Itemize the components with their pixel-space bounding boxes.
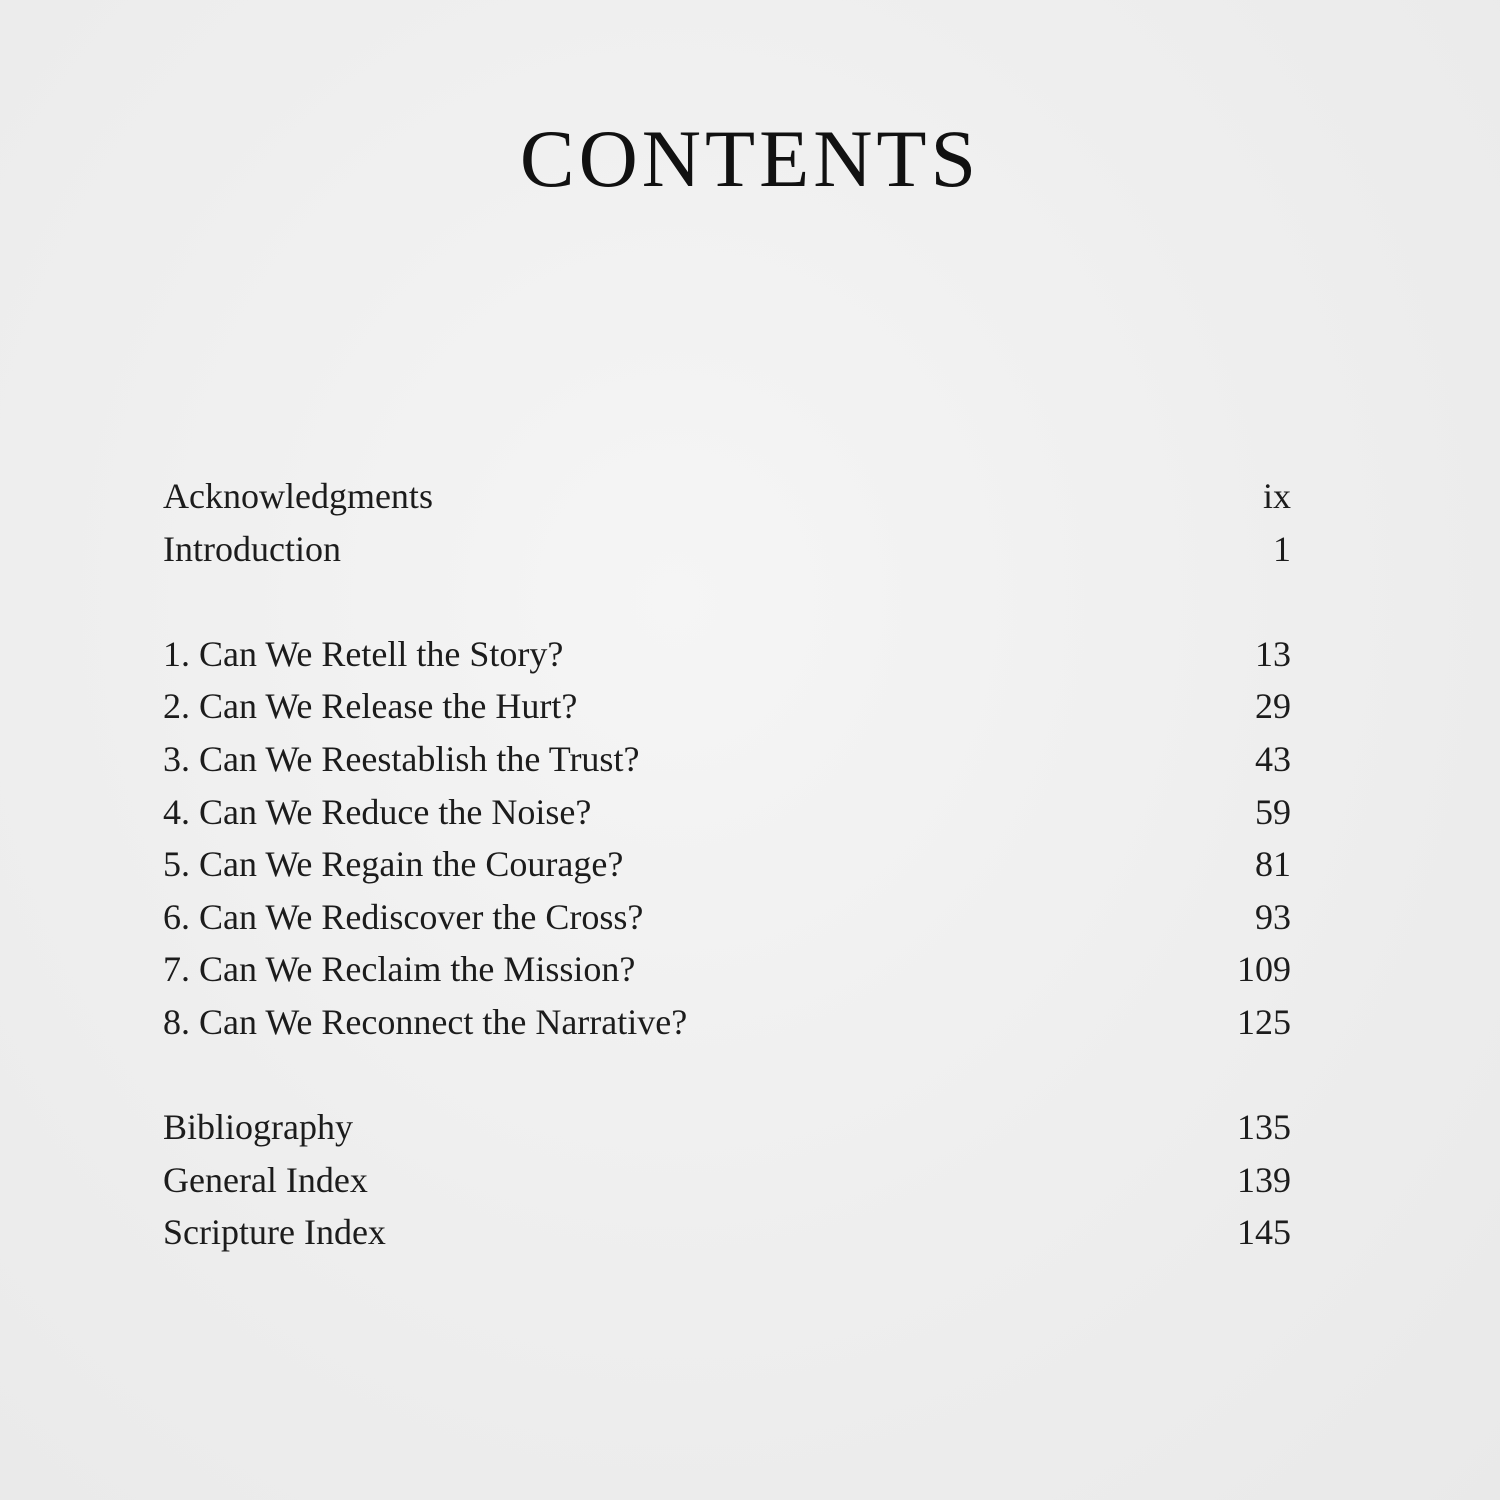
toc-entry-introduction <box>163 523 1291 576</box>
toc-entry-page-number: 13 <box>1255 633 1291 674</box>
toc-entry-label: Introduction <box>163 528 341 569</box>
toc-entry-label: 7. Can We Reclaim the Mission? <box>163 949 636 990</box>
toc-entry-chapter-7 <box>163 943 1291 996</box>
page-title: CONTENTS <box>519 113 981 204</box>
toc-entry-chapter-6 <box>163 891 1291 944</box>
toc-entry-label: 6. Can We Rediscover the Cross? <box>163 896 644 937</box>
toc-entry-page-number: 93 <box>1255 896 1291 937</box>
toc-entry-page-number: ix <box>1262 476 1291 516</box>
toc-entry-label: Scripture Index <box>163 1212 386 1253</box>
toc-entry-label: Acknowledgments <box>163 476 433 516</box>
toc-entry-chapter-2 <box>163 680 1291 733</box>
toc-section-spacer <box>163 575 1291 628</box>
toc-entry-label: General Index <box>163 1159 368 1200</box>
toc-entry-chapter-8 <box>163 996 1291 1049</box>
toc-entry-page-number: 59 <box>1255 791 1291 832</box>
toc-entry-bibliography <box>163 1101 1291 1154</box>
toc-entry-page-number: 81 <box>1255 844 1291 885</box>
toc-entry-chapter-5 <box>163 838 1291 891</box>
toc-entry-page-number: 125 <box>1237 1001 1291 1042</box>
toc-entry-label: 4. Can We Reduce the Noise? <box>163 791 592 832</box>
toc-entry-label: 1. Can We Retell the Story? <box>163 633 564 674</box>
table-of-contents <box>163 470 1291 1259</box>
toc-entry-label: 2. Can We Release the Hurt? <box>163 686 578 727</box>
toc-entry-page-number: 29 <box>1255 686 1291 727</box>
toc-entry-label: 3. Can We Reestablish the Trust? <box>163 738 640 779</box>
toc-entry-chapter-3 <box>163 733 1291 786</box>
toc-entry-chapter-4 <box>163 786 1291 839</box>
toc-entry-acknowledgments <box>163 470 1291 523</box>
toc-entry-label: 8. Can We Reconnect the Narrative? <box>163 1001 688 1042</box>
toc-section-spacer <box>163 1049 1291 1102</box>
toc-entry-page-number: 135 <box>1237 1107 1291 1148</box>
toc-entry-label: Bibliography <box>163 1107 353 1148</box>
toc-entry-page-number: 139 <box>1237 1159 1291 1200</box>
toc-entry-page-number: 145 <box>1237 1212 1291 1253</box>
toc-entry-chapter-1 <box>163 628 1291 681</box>
toc-entry-scripture-index <box>163 1206 1291 1259</box>
toc-entry-page-number: 109 <box>1237 949 1291 990</box>
toc-entry-general-index <box>163 1154 1291 1207</box>
toc-entry-label: 5. Can We Regain the Courage? <box>163 844 624 885</box>
toc-entry-page-number: 43 <box>1255 738 1291 779</box>
toc-entry-page-number: 1 <box>1273 528 1291 569</box>
